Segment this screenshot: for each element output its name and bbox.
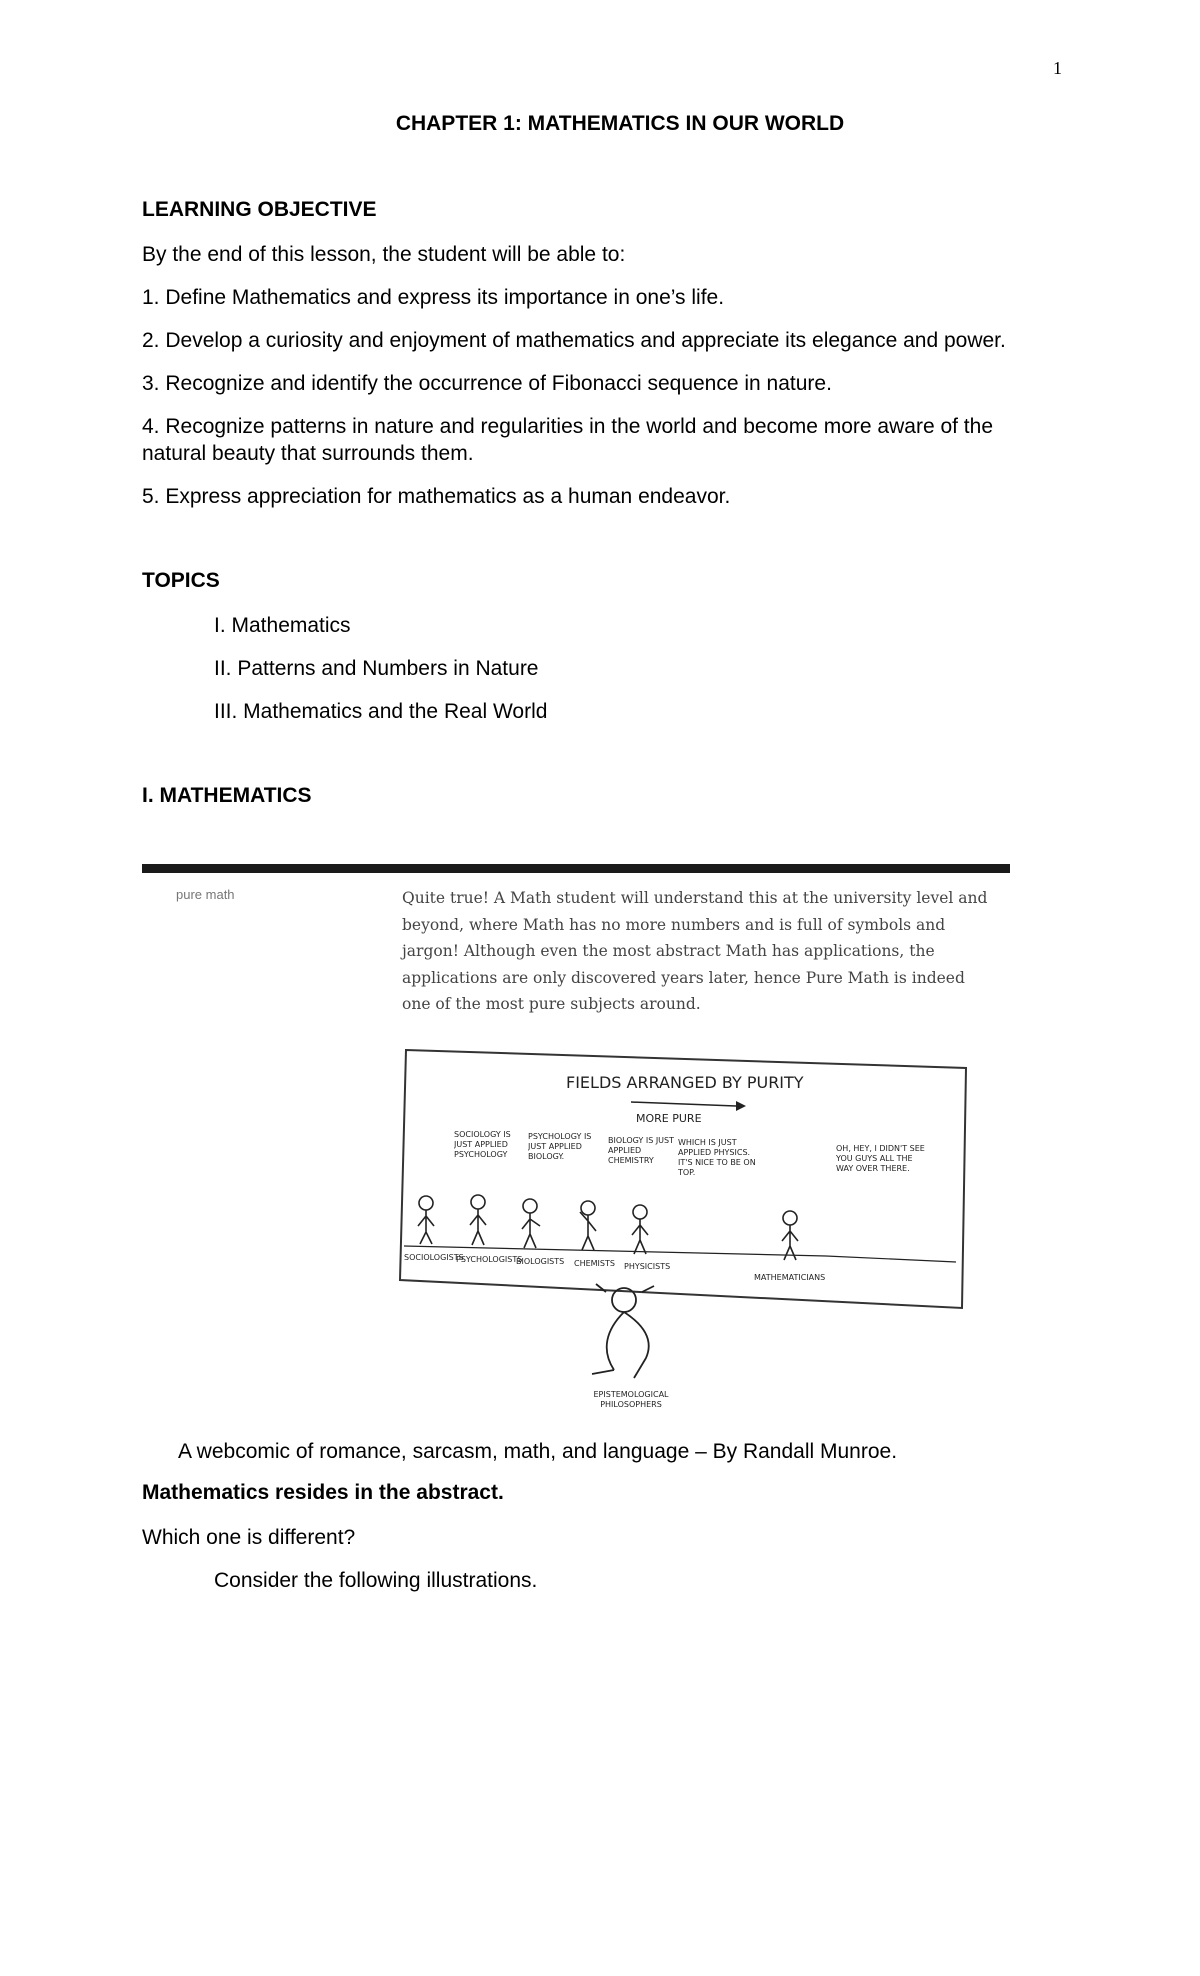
xkcd-comic bbox=[396, 1040, 976, 1420]
topics-heading: TOPICS bbox=[142, 569, 220, 592]
bubble-foreign bbox=[454, 1130, 520, 1180]
field-label: SOCIOLOGISTS bbox=[404, 1253, 464, 1262]
field-label: PHYSICISTS bbox=[624, 1262, 671, 1271]
bubble-foreign bbox=[678, 1138, 758, 1196]
speech-bubble: OH, HEY, I DIDN'T SEE YOU GUYS ALL THE WAY OVER THERE. bbox=[836, 1144, 925, 1173]
speech-bubble: SOCIOLOGY IS JUST APPLIED PSYCHOLOGY bbox=[454, 1130, 511, 1159]
speech-bubble: WHICH IS JUST APPLIED PHYSICS. IT'S NICE TO BE ON TOP. bbox=[678, 1138, 756, 1177]
learning-objective-heading: LEARNING OBJECTIVE bbox=[142, 198, 377, 221]
page-number: 1 bbox=[1053, 58, 1062, 78]
bubble-foreign bbox=[608, 1136, 674, 1186]
objective-item: 1. Define Mathematics and express its importance in one’s life. bbox=[142, 286, 725, 309]
field-label: MATHEMATICIANS bbox=[754, 1273, 826, 1282]
chapter-title: CHAPTER 1: MATHEMATICS IN OUR WORLD bbox=[395, 112, 845, 135]
objective-intro: By the end of this lesson, the student will be able to: bbox=[142, 243, 626, 266]
figure-divider bbox=[142, 864, 1010, 873]
objective-item: 5. Express appreciation for mathematics as a human endeavor. bbox=[142, 485, 731, 508]
comic-caption: A webcomic of romance, sarcasm, math, and language – By Randall Munroe. bbox=[178, 1440, 898, 1463]
objective-item: 3. Recognize and identify the occurrence of Fibonacci sequence in nature. bbox=[142, 372, 832, 395]
subheading: Mathematics resides in the abstract. bbox=[142, 1481, 504, 1504]
speech-bubble: BIOLOGY IS JUST APPLIED CHEMISTRY bbox=[608, 1136, 674, 1165]
section-heading: I. MATHEMATICS bbox=[142, 784, 312, 807]
bubble-foreign bbox=[528, 1132, 598, 1182]
field-label: CHEMISTS bbox=[574, 1259, 615, 1268]
philosopher-body bbox=[592, 1284, 654, 1378]
philosopher-figure bbox=[592, 1284, 654, 1378]
bubble-foreign bbox=[836, 1144, 932, 1192]
field-label: BIOLOGISTS bbox=[516, 1257, 565, 1266]
question-text: Which one is different? bbox=[142, 1526, 356, 1549]
topic-item: I. Mathematics bbox=[214, 614, 351, 637]
comic-arrow-label: MORE PURE bbox=[636, 1112, 702, 1125]
support-label-foreign bbox=[576, 1390, 686, 1420]
comic-title: FIELDS ARRANGED BY PURITY bbox=[566, 1073, 804, 1092]
objective-item: 2. Develop a curiosity and enjoyment of mathematics and appreciate its elegance and power. bbox=[142, 329, 1006, 352]
field-label: PSYCHOLOGISTS bbox=[456, 1255, 523, 1264]
topic-item: III. Mathematics and the Real World bbox=[214, 700, 548, 723]
figure-label: pure math bbox=[176, 887, 235, 902]
support-label: EPISTEMOLOGICAL PHILOSOPHERS bbox=[593, 1390, 669, 1409]
speech-bubble: PSYCHOLOGY IS JUST APPLIED BIOLOGY. bbox=[528, 1132, 592, 1161]
figure-quote: Quite true! A Math student will understand this at the university level and beyond, where Math has no more numbers and is full of symbols and jargon! Although even the most abstract Math has applications, the applications are only discovered years later, hence Pure Math is indeed one of the most pure subjects around. bbox=[402, 889, 988, 1013]
topic-item: II. Patterns and Numbers in Nature bbox=[214, 657, 539, 680]
objective-item: 4. Recognize patterns in nature and regularities in the world and become more aware of the natural beauty that surrounds them. bbox=[142, 415, 993, 465]
instruction-text: Consider the following illustrations. bbox=[214, 1569, 538, 1592]
